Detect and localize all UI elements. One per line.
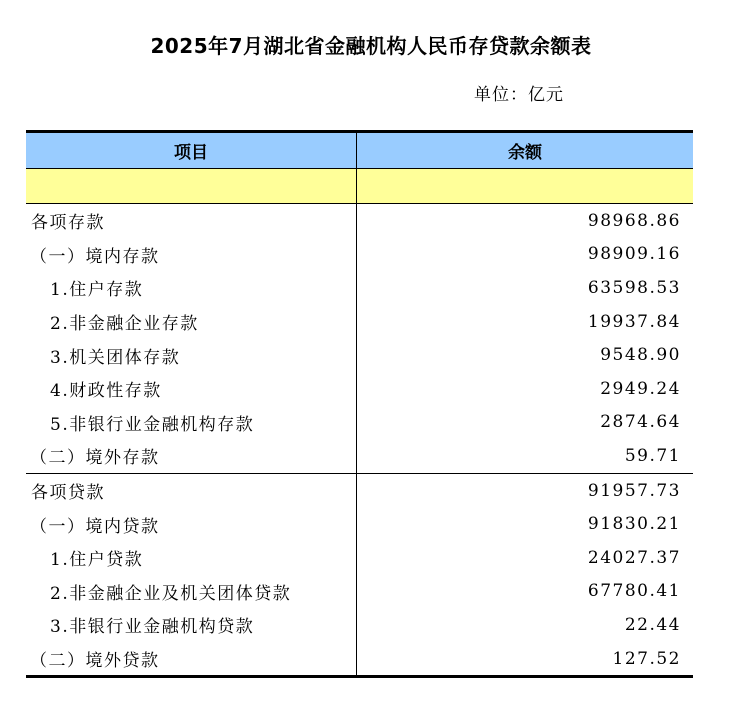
row-balance-value: 67780.41	[587, 581, 681, 602]
row-item-label: 4.财政性存款	[26, 372, 357, 406]
table-row	[26, 271, 693, 305]
table-row	[26, 575, 693, 609]
row-item-label: （一）境内贷款	[26, 507, 357, 541]
row-balance-value: 91957.73	[587, 480, 681, 501]
row-balance-value: 98968.86	[587, 210, 681, 231]
row-item-label: 各项存款	[26, 204, 357, 238]
table-row	[26, 473, 693, 508]
page-title: 2025年7月湖北省金融机构人民币存贷款余额表	[150, 34, 592, 58]
row-balance-value: 2874.64	[600, 412, 681, 433]
row-balance-value: 9548.90	[600, 345, 681, 366]
table-row	[26, 642, 693, 676]
table-row	[26, 204, 693, 238]
row-balance-value: 91830.21	[587, 514, 681, 535]
row-item-label: 1.住户存款	[26, 271, 357, 305]
row-balance-value: 19937.84	[587, 311, 681, 332]
row-balance-value: 127.52	[612, 648, 681, 669]
table-row	[26, 608, 693, 642]
subheader-right-cell	[357, 169, 693, 203]
header-balance: 余额	[508, 143, 542, 163]
row-item-label: 5.非银行业金融机构存款	[26, 406, 357, 440]
row-item-label: 2.非金融企业及机关团体贷款	[26, 575, 357, 609]
header-item: 项目	[26, 133, 357, 168]
row-balance-value: 22.44	[624, 614, 681, 635]
table-subheader-row	[26, 169, 693, 204]
row-item-label: （二）境外贷款	[26, 642, 357, 676]
row-item-label: 2.非金融企业存款	[26, 305, 357, 339]
balance-table	[26, 130, 693, 678]
row-balance-value: 59.71	[624, 445, 681, 466]
table-row	[26, 406, 693, 440]
table-body	[26, 204, 693, 675]
row-item-label: 3.机关团体存款	[26, 338, 357, 372]
table-header-row	[26, 133, 693, 169]
table-row	[26, 507, 693, 541]
table-row	[26, 238, 693, 272]
table-row	[26, 439, 693, 473]
unit-label: 单位：亿元	[474, 85, 564, 105]
table-row	[26, 541, 693, 575]
table-row	[26, 338, 693, 372]
row-balance-value: 98909.16	[587, 244, 681, 265]
row-balance-value: 24027.37	[587, 547, 681, 568]
row-item-label: 1.住户贷款	[26, 541, 357, 575]
row-item-label: （一）境内存款	[26, 238, 357, 272]
row-balance-value: 63598.53	[587, 277, 681, 298]
table-row	[26, 305, 693, 339]
row-balance-value: 2949.24	[600, 378, 681, 399]
table-row	[26, 372, 693, 406]
subheader-left-cell	[26, 169, 357, 203]
row-item-label: （二）境外存款	[26, 439, 357, 473]
row-item-label: 各项贷款	[26, 474, 357, 508]
row-item-label: 3.非银行业金融机构贷款	[26, 608, 357, 642]
